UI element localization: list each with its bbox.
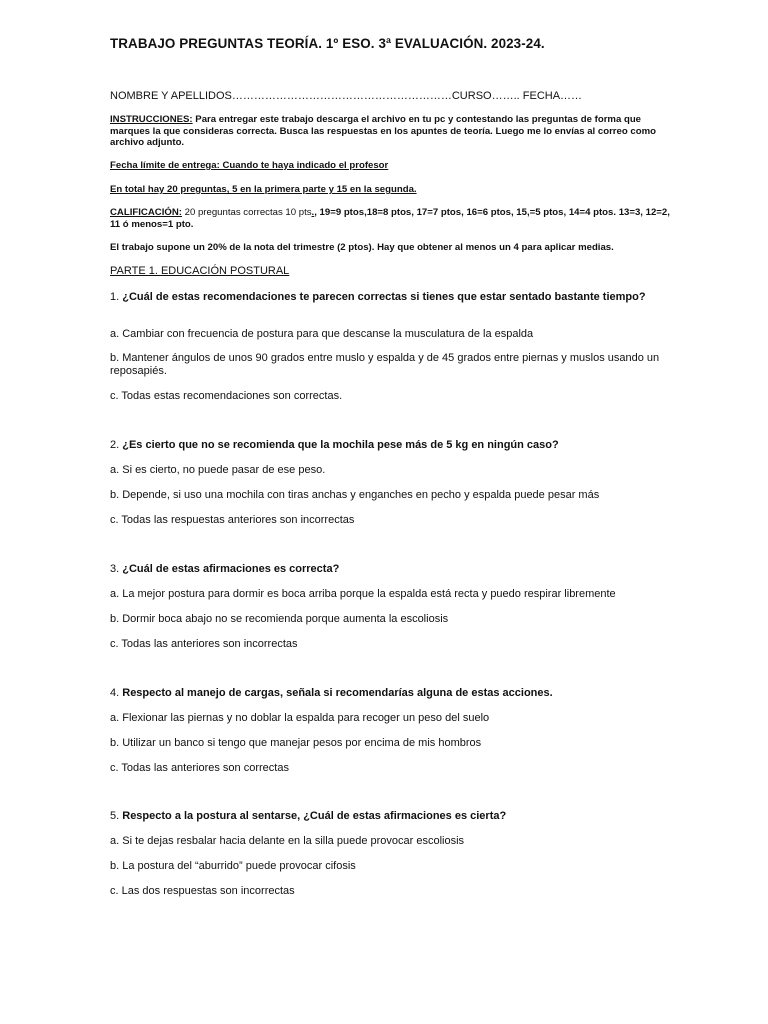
question-number: 2.	[110, 439, 120, 451]
question-1-option-a: a. Cambiar con frecuencia de postura para que descanse la musculatura de la espalda	[110, 328, 534, 340]
document-title: TRABAJO PREGUNTAS TEORÍA. 1º ESO. 3ª EVALUACIÓN. 2023-24.	[110, 36, 545, 51]
question-3-option-b: b. Dormir boca abajo no se recomienda porque aumenta la escoliosis	[110, 613, 449, 625]
question-5-option-c: c. Las dos respuestas son incorrectas	[110, 885, 295, 897]
question-4-option-b: b. Utilizar un banco si tengo que manejar pesos por encima de mis hombros	[110, 737, 482, 749]
part1-heading: PARTE 1. EDUCACIÓN POSTURAL	[110, 265, 290, 277]
question-number: 3.	[110, 563, 120, 575]
question-text: ¿Cuál de estas recomendaciones te parecen correctas si tienes que estar sentado bastante tiempo?	[122, 291, 646, 303]
question-5-option-b: b. La postura del “aburrido” puede provocar cifosis	[110, 860, 356, 872]
total-questions-text: En total hay 20 preguntas, 5 en la primera parte y 15 en la segunda.	[110, 184, 417, 195]
instructions-paragraph	[110, 114, 670, 149]
deadline-text: Fecha límite de entrega: Cuando te haya indicado el profesor	[110, 160, 389, 171]
question-5-option-a: a. Si te dejas resbalar hacia delante en la silla puede provocar escoliosis	[110, 835, 465, 847]
grading-text-b: , 19=9 ptos,18=8 ptos, 17=7 ptos, 16=6 ptos, 15,=5 ptos, 14=4 ptos. 13=3, 12=2, 11 ó menos=1 pto.	[110, 207, 670, 230]
question-text: ¿Cuál de estas afirmaciones es correcta?	[122, 563, 340, 575]
grading-paragraph	[110, 207, 670, 230]
question-text: Respecto a la postura al sentarse, ¿Cuál de estas afirmaciones es cierta?	[122, 810, 507, 822]
instructions-label: INSTRUCCIONES:	[110, 114, 193, 125]
question-1-option-b: b. Mantener ángulos de unos 90 grados entre muslo y espalda y de 45 grados entre piernas y muslos usando un reposapiés.	[110, 352, 660, 377]
question-4-option-a: a. Flexionar las piernas y no doblar la espalda para recoger un peso del suelo	[110, 712, 490, 724]
instructions-text: Para entregar este trabajo descarga el archivo en tu pc y contestando las preguntas de forma que marques la que consideras correcta. Busca las respuestas en los apuntes de teoría. Luego me lo envías al correo como archivo adjunto.	[110, 114, 656, 149]
question-2-option-a: a. Si es cierto, no puede pasar de ese peso.	[110, 464, 326, 476]
weight-line: El trabajo supone un 20% de la nota del trimestre (2 ptos). Hay que obtener al menos un 4 para aplicar medias.	[110, 242, 614, 253]
question-text: Respecto al manejo de cargas, señala si recomendarías alguna de estas acciones.	[122, 687, 553, 699]
grading-text-a: 20 preguntas correctas 10 pts	[181, 207, 312, 218]
question-2-option-b: b. Depende, si uso una mochila con tiras anchas y enganches en pecho y espalda puede pesar más	[110, 489, 600, 501]
question-2	[110, 439, 660, 452]
question-3-option-a: a. La mejor postura para dormir es boca arriba porque la espalda está recta y puedo respirar libremente	[110, 588, 616, 600]
name-course-date-line: NOMBRE Y APELLIDOS……………………………………………………CURSO…….. FECHA……	[110, 90, 583, 102]
question-4	[110, 687, 660, 700]
question-number: 4.	[110, 687, 120, 699]
deadline-line	[110, 160, 670, 172]
question-3-option-c: c. Todas las anteriores son incorrectas	[110, 638, 298, 650]
grading-label: CALIFICACIÓN:	[110, 207, 182, 218]
grading-mark: .	[311, 207, 315, 218]
question-2-option-c: c. Todas las respuestas anteriores son incorrectas	[110, 514, 355, 526]
question-1	[110, 291, 660, 304]
question-number: 1.	[110, 291, 120, 303]
total-questions-line	[110, 184, 670, 196]
question-1-option-c: c. Todas estas recomendaciones son correctas.	[110, 390, 343, 402]
question-text: ¿Es cierto que no se recomienda que la mochila pese más de 5 kg en ningún caso?	[122, 439, 559, 451]
question-4-option-c: c. Todas las anteriores son correctas	[110, 762, 289, 774]
question-5	[110, 810, 660, 823]
question-3	[110, 563, 660, 576]
question-number: 5.	[110, 810, 120, 822]
